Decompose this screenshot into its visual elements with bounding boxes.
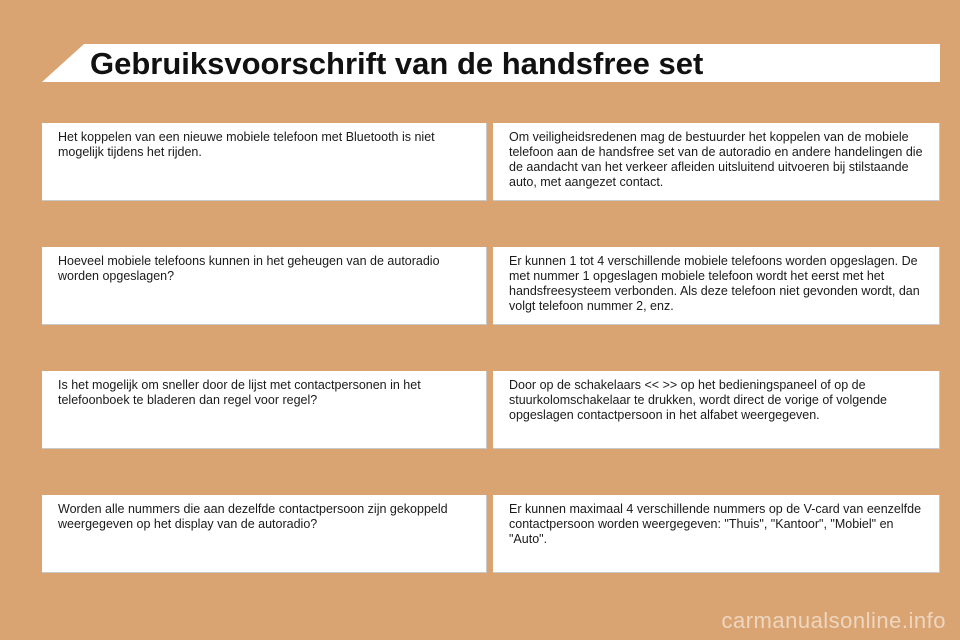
faq-question-1: Het koppelen van een nieuwe mobiele telefoon met Bluetooth is niet mogelijk tijdens het rijden. (42, 123, 487, 201)
faq-answer-3: Door op de schakelaars << >> op het bedieningspaneel of op de stuurkolomschakelaar te drukken, wordt direct de vorige of volgende opgeslagen contactpersoon in het alfabet weergegeven. (493, 371, 940, 449)
page-title: Gebruiksvoorschrift van de handsfree set (90, 46, 704, 81)
watermark: carmanualsonline.info (721, 608, 946, 633)
faq-answer-1: Om veiligheidsredenen mag de bestuurder het koppelen van de mobiele telefoon aan de handsfree set van de autoradio en andere handelingen die de aandacht van het verkeer afleiden uitsluitend uitvoeren bij stilstaande auto, met aangezet contact. (493, 123, 940, 201)
faq-answer-4: Er kunnen maximaal 4 verschillende nummers op de V-card van eenzelfde contactpersoon worden weergegeven: "Thuis", "Kantoor", "Mobiel" en "Auto". (493, 495, 940, 573)
faq-question-2: Hoeveel mobiele telefoons kunnen in het geheugen van de autoradio worden opgeslagen? (42, 247, 487, 325)
faq-question-3: Is het mogelijk om sneller door de lijst met contactpersonen in het telefoonboek te bladeren dan regel voor regel? (42, 371, 487, 449)
faq-answer-2: Er kunnen 1 tot 4 verschillende mobiele telefoons worden opgeslagen. De met nummer 1 opgeslagen mobiele telefoon wordt het eerst met het handsfreesysteem verbonden. Als deze telefoon niet gevonden wordt, dan volgt telefoon nummer 2, enz. (493, 247, 940, 325)
faq-question-4: Worden alle nummers die aan dezelfde contactpersoon zijn gekoppeld weergegeven op het display van de autoradio? (42, 495, 487, 573)
